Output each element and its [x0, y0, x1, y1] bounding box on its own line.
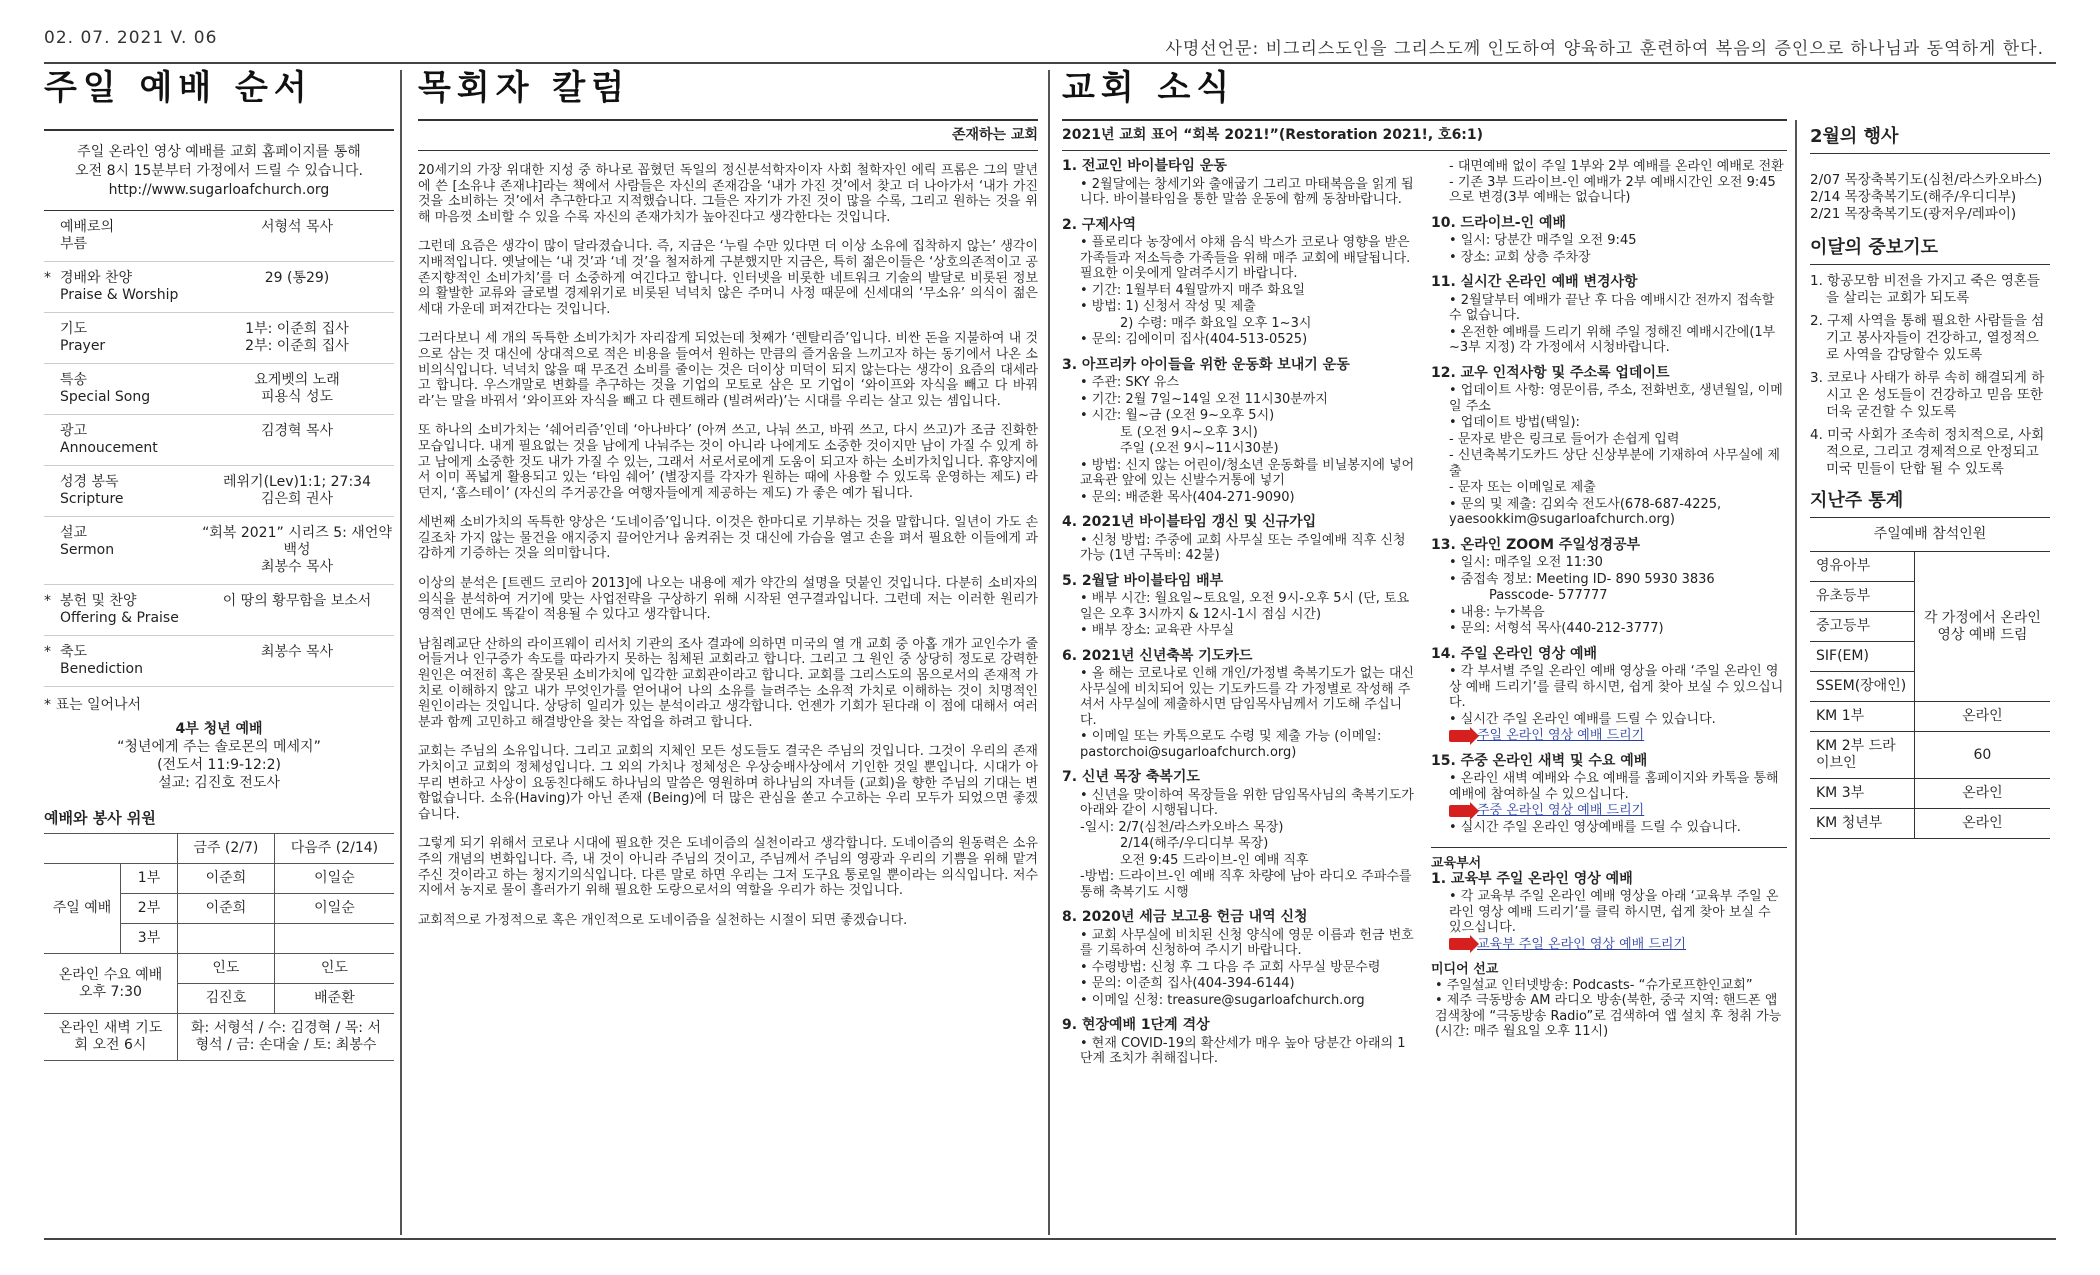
event-item: 2/07 목장축복기도(심천/라스카오바스) [1810, 172, 2043, 188]
news-line: - 신년축복기도카드 상단 신상부분에 기재하여 사무실에 제출 [1449, 448, 1780, 479]
news-motto: 2021년 교회 표어 “회복 2021!”(Restoration 2021!, 호6:1) [1062, 119, 1787, 151]
order-value [200, 525, 394, 576]
order-star [44, 474, 60, 508]
stats-value: 온라인 [1914, 702, 2050, 732]
news-item-title: 3. 아프리카 아이들을 위한 운동화 보내기 운동 [1062, 356, 1350, 373]
order-label-en: Prayer [60, 338, 106, 354]
stats-row [1810, 732, 2050, 779]
news-line: • 2월달부터 예배가 끝난 후 다음 예배시간 전까지 접속할 수 없습니다. [1449, 292, 1775, 323]
order-value-line: 요게벳의 노래 [254, 372, 340, 388]
youth-title: 4부 청년 예배 [175, 721, 263, 737]
order-value [200, 644, 394, 678]
mission-statement: 사명선언문: 비그리스도인을 그리스도께 인도하여 양육하고 훈련하여 복음의 증인으로 하나님과 동역하게 한다. [1165, 39, 2044, 59]
order-value [200, 593, 394, 627]
news-item-body [1431, 233, 1787, 265]
news-item-title: 13. 온라인 ZOOM 주일성경공부 [1431, 536, 1641, 553]
order-label-en: Scripture [60, 491, 124, 507]
order-star: * [44, 593, 51, 609]
dawn-value: 화: 서형석 / 수: 김경혁 / 목: 서형석 / 금: 손대술 / 토: 최봉수 [178, 1014, 395, 1061]
news-item-body [1431, 664, 1787, 744]
stats-table [1810, 552, 2050, 839]
column-paragraph: 그러다보니 세 개의 독특한 소비가치가 자리잡게 되었는데 첫째가 ‘렌탈리즘’입니다. 비싼 돈을 지불하여 내 것으로 삼는 것 대신에 상대적으로 적은 비용을 들여서 원하는 만큼의 즐거움을 느끼고자 하는 동기에서 나온 소비의식입니다. 넉넉치 않을 때 무조건 소비를 줄이는 것은 더이상 미덕이 되지 않는다는 생각이 요즘의 대세라고 합니다. 우스개말로 변화를 추구하는 것을 기업의 모토로 삼은 모 기업이 ‘와이프와 자식을 빼고 다 바꿔라’는 말을 바꿔서 ‘와이프와 자식을 빼고 다 렌트해라 (빌려써라)’는 시대를 우리는 살고 있는 셈입니다. [418, 331, 1038, 409]
stats-row [1810, 809, 2050, 839]
events-title: 2월의 행사 [1810, 126, 1899, 147]
prayer-item: 4. 미국 사회가 조속히 정치적으로, 사회적으로, 그리고 경제적으로 안정되고 미국 민들이 단합 될 수 있도록 [1810, 427, 2045, 477]
news-link-row [1449, 937, 1787, 953]
worship-column [44, 68, 394, 1061]
news-line: • 이메일 신청: treasure@sugarloafchurch.org [1080, 992, 1365, 1008]
news-line: - 대면예배 없이 주일 1부와 2부 예배를 온라인 예배로 전환 [1449, 159, 1784, 174]
news-link-row [1449, 728, 1787, 744]
news-line: • 올 해는 코로나로 인해 개인/가정별 축복기도가 없는 대신 사무실에 비치되어 있는 기도카드를 각 가정별로 작성해 주셔서 사무실에 제출하시면 담임목사님께서 기도해 주십니다. [1080, 666, 1414, 728]
order-value [200, 423, 394, 457]
news-item-body [1431, 771, 1787, 835]
news-column [1062, 68, 1787, 1077]
prayer-item: 1. 항공모함 비전을 가지고 죽은 영혼들을 살리는 교회가 되도록 [1810, 273, 2040, 306]
news-item-title: 6. 2021년 신년축복 기도카드 [1062, 647, 1253, 664]
news-line: • 각 교육부 주일 온라인 예배 영상을 아래 ‘교육부 주일 온라인 영상 예배 드리기’를 클릭 하시면, 쉽게 찾아 보실 수 있으십니다. [1449, 889, 1779, 935]
event-item: 2/21 목장축복기도(광저우/레파이) [1810, 206, 2017, 222]
stats-value: 온라인 [1914, 779, 2050, 809]
order-label-en: 부름 [60, 236, 88, 252]
column-paragraph: 그런데 요즘은 생각이 많이 달라졌습니다. 즉, 지금은 ‘누릴 수만 있다면 더 이상 소유에 집착하지 않는’ 생각이 지배적입니다. 옛날에는 ‘내 것’과 ‘네 것’을 철저하게 구분했지만 지금은, 특히 젊은이들은 ‘상호의존적이고 공존지향적인 소비가치’를 더 소중하게 여긴다고 합니다. 인터넷을 비롯한 네트워크 기술의 발달로 비롯된 정보의 활발한 교류와 글로벌 경제위기로 비롯된 넉넉치 않은 주머니 사정 때문에 신세대의 ‘무소유’ 의식이 젊은 세대 가운데 퍼져간다는 것입니다. [418, 239, 1038, 317]
stats-label: 유초등부 [1810, 582, 1914, 612]
youth-line: 설교: 김진호 전도사 [158, 775, 280, 791]
news-line: -일시: 2/7(심천/라스카오바스 목장) [1080, 819, 1284, 835]
news-line: • 업데이트 방법(택일): [1449, 415, 1580, 430]
news-item [1062, 649, 1417, 761]
order-label-en: Sermon [60, 542, 115, 558]
order-row [44, 211, 394, 262]
news-item-title: 10. 드라이브-인 예배 [1431, 214, 1567, 231]
worship-order-list [44, 211, 394, 687]
stats-title: 지난주 통계 [1810, 490, 1904, 511]
order-star [44, 372, 60, 406]
news-line: • 플로리다 농장에서 야채 음식 박스가 코로나 영향을 받은 가족들과 저소득층 가족들을 위해 매주 교회에 배달됩니다. 필요한 이웃에게 알려주시기 바랍니다. [1080, 235, 1411, 281]
order-value-line: 1부: 이준희 집사 [245, 321, 349, 337]
news-item [1062, 358, 1417, 506]
staff-next: 인도 [274, 954, 394, 984]
arrow-icon [1449, 730, 1471, 742]
column-paragraph: 교회적으로 가정적으로 혹은 개인적으로 도네이즘을 실천하는 시절이 되면 좋겠습니다. [418, 912, 908, 928]
news-item-body [1062, 1036, 1417, 1067]
order-value [200, 474, 394, 508]
news-item-title: 2. 구제사역 [1062, 216, 1137, 233]
news-line: • 문의 및 제출: 김외숙 전도사(678-687-4225, yaesookkim@sugarloafchurch.org) [1449, 496, 1722, 527]
news-item-body [1062, 177, 1417, 208]
order-label-ko: 기도 [60, 321, 88, 337]
order-label-en: Annoucement [60, 440, 158, 456]
order-value-line: 2부: 이준희 집사 [245, 338, 349, 354]
news-line: 2/14(해주/우디디부 목장) [1120, 836, 1269, 851]
column-paragraph: 교회는 주님의 소유입니다. 그리고 교회의 지체인 모든 성도들도 결국은 주님의 것입니다. 그것이 우리의 존재가치이고 교회의 정체성입니다. 그 외의 가치나 정체성은 우상숭배사상에서 기인한 것일 뿐입니다. 시대가 아무리 변하고 사상이 요동친다해도 하나님의 말씀은 영원하며 하나님의 자녀들 (교회)을 향한 주님의 기대는 변함없습니다. 소유(Having)가 아닌 존재 (Being)에 더 많은 관심을 쏟고 수고하는 우리 모두가 되었으면 좋겠습니다. [418, 744, 1038, 822]
order-star [44, 321, 60, 355]
order-label [60, 593, 200, 627]
staff-part: 2부 [121, 894, 178, 924]
order-row [44, 313, 394, 364]
order-value-line: 레위기(Lev)1:1; 27:34 [223, 474, 371, 490]
intro-line: 오전 8시 15분부터 가정에서 드릴 수 있습니다. [75, 163, 363, 179]
stats-label: KM 청년부 [1810, 809, 1914, 839]
church-url-link[interactable]: http://www.sugarloafchurch.org [108, 182, 330, 198]
news-line: • 일시: 매주일 오전 11:30 [1449, 555, 1603, 570]
order-label [60, 423, 200, 457]
order-label-ko: 예배로의 [60, 219, 115, 235]
news-item-body [1431, 555, 1787, 637]
news-line: • 실시간 주일 온라인 예배를 드릴 수 있습니다. [1449, 711, 1716, 727]
event-item: 2/14 목장축복기도(해주/우디디부) [1810, 189, 2017, 205]
column-paragraph: 세번째 소비가치의 독특한 양상은 ‘도네이즘’입니다. 이것은 한마디로 기부하는 것을 말합니다. 일년이 가도 손길조차 가지 않는 물건을 애지중지 끌어안거나 움켜쥐는 것 대신에 가슴을 열고 손을 펴서 필요한 이들에게 과감하게 기증하는 것을 의미합니다. [418, 515, 1038, 562]
order-label-ko: 특송 [60, 372, 88, 388]
staff-this: 이준희 [178, 894, 275, 924]
news-item-body [1431, 383, 1787, 528]
stats-header: 주일예배 참석인원 [1810, 517, 2050, 552]
order-value [200, 372, 394, 406]
news-line: • 이메일 또는 카톡으로도 수령 및 제출 가능 (이메일: pastorchoi@sugarloafchurch.org) [1080, 729, 1382, 760]
order-star: * [44, 270, 51, 286]
news-item-title: 15. 주중 온라인 새벽 및 수요 예배 [1431, 752, 1648, 769]
stats-row [1810, 702, 2050, 732]
staff-this: 이준희 [178, 864, 275, 894]
stats-label: KM 1부 [1810, 702, 1914, 732]
video-worship-link[interactable]: 주일 온라인 영상 예배 드리기 [1477, 728, 1645, 743]
news-item [1431, 366, 1787, 528]
news-line: • 현재 COVID-19의 확산세가 매우 높아 당분간 아래의 1단계 조치가 취해집니다. [1080, 1035, 1406, 1066]
prayer-list [1810, 273, 2050, 478]
order-value [200, 219, 394, 253]
order-star [44, 423, 60, 457]
divider-1 [400, 70, 402, 1235]
news-line: • 문의: 김에이미 집사(404-513-0525) [1080, 332, 1308, 347]
news-item-title: 11. 실시간 온라인 예배 변경사항 [1431, 274, 1638, 290]
news-item-title: 12. 교우 인적사항 및 주소록 업데이트 [1431, 364, 1670, 381]
news-line: 주일 (오전 9시~11시30분) [1120, 441, 1279, 456]
order-label-en: Benediction [60, 661, 143, 677]
news-item-title: 14. 주일 온라인 영상 예배 [1431, 645, 1598, 662]
divider-3 [1795, 120, 1797, 1235]
order-label [60, 321, 200, 355]
media-item: • 제주 극동방송 AM 라디오 방송(북한, 중국 지역: 핸드폰 앱 검색창에 “극동방송 Radio”로 검색하여 앱 설치 후 청취 가능 (시간: 매주 월요일 오후 11시) [1435, 993, 1782, 1039]
news-item [1062, 515, 1417, 564]
order-value-line: 최봉수 목사 [260, 644, 334, 660]
news-line: 2) 수령: 매주 화요일 오후 1~3시 [1120, 315, 1312, 331]
order-value-line: 최봉수 목사 [260, 559, 334, 575]
news-line: - 문자 또는 이메일로 제출 [1449, 480, 1596, 495]
order-star [44, 525, 60, 576]
news-line: • 신년을 맞이하여 목장들을 위한 담임목사님의 축복기도가 아래와 같이 시행됩니다. [1080, 787, 1414, 818]
order-value-line: 김은희 권사 [260, 491, 334, 507]
video-worship-link[interactable]: 주중 온라인 영상 예배 드리기 [1477, 803, 1645, 818]
order-row [44, 262, 394, 313]
event-list [1810, 153, 2050, 223]
order-label [60, 474, 200, 508]
stats-label: KM 3부 [1810, 779, 1914, 809]
column-paragraph: 남침례교단 산하의 라이프웨이 리서치 기관의 조사 결과에 의하면 미국의 열 개 교회 중 아홉 개가 교인수가 줄어들거나 인구증가 속도를 따라가지 못하는 침체된 교회라고 합니다. 그리고 그 원인 중 상당히 정도로 강력한 원인은 여전히 혹은 잘못된 소비가치에 입각한 교회관이라고 합니다. 교회를 그리스도의 몸으로서의 존재적 가치로 이해하지 않고 내가 무엇인가를 얻어내어 나의 소유를 늘려주는 소유적 가치로 이해하는 것이 치명적인 원인이라는 것입니다. 상당히 일리가 있는 분석이라고 생각합니다. 언젠가 기회가 된다래 이 점에 대해서 여러분과 함께 고민하고 해결방안을 찾는 작업을 하려고 합니다. [418, 636, 1038, 730]
news-line: • 내용: 누가복음 [1449, 604, 1545, 620]
order-row [44, 415, 394, 466]
column-paragraph: 또 하나의 소비가치는 ‘쉐어리즘’인데 ‘아나바다’ (아껴 쓰고, 나눠 쓰고, 바꿔 쓰고, 다시 쓰고)가 조금 진화한 모습입니다. 내게 필요없는 것을 남에게 나눠주는 것이 아니라 나에게도 소중한 것이지만 남이 가질 수 있게 하고 남에게 소중한 것도 내가 가질 수 있는, 그래서 서로서로에게 도움이 되고자 하는 소비가치입니다. 휴양지에서 이미 폭넓게 활용되고 있는 ‘타임 쉐어’ (별장지를 각자가 원하는 때에 사용할 수 있도록 운영하는 제도) 라던지, ‘홈스테이’ (자신의 주거공간을 여행자들에게 제공하는 제도) 가 좋은 예가 됩니다. [418, 423, 1038, 501]
news-line: • 온라인 새벽 예배와 수요 예배를 홈페이지와 카톡을 통해 예배에 참여하실 수 있으십니다. [1449, 771, 1779, 802]
pastor-column [418, 68, 1038, 942]
media-item: • 주일설교 인터넷방송: Podcasts- “슈가로프한인교회” [1435, 977, 1753, 993]
news-line: - 기존 3부 드라이브-인 예배가 2부 예배시간인 오전 9:45으로 변경(3부 예배는 없습니다) [1449, 174, 1776, 205]
news-item [1062, 910, 1417, 1008]
order-label-en: Special Song [60, 389, 151, 405]
news-line: • 기간: 2월 7일~14일 오전 11시30분까지 [1080, 391, 1328, 407]
news-line: • 수령방법: 신청 후 그 다음 주 교회 사무실 방문수령 [1080, 959, 1381, 975]
staff-this [178, 924, 275, 954]
order-label [60, 270, 200, 304]
video-worship-link[interactable]: 교육부 주일 온라인 영상 예배 드리기 [1477, 936, 1687, 952]
staff-group: 온라인 수요 예배 오후 7:30 [44, 954, 178, 1014]
staff-group: 주일 예배 [44, 864, 121, 954]
staff-part: 3부 [121, 924, 178, 954]
bottom-rule [44, 1238, 2056, 1240]
news-link-row [1449, 803, 1787, 819]
news-item-title: 9. 현장예배 1단계 격상 [1062, 1017, 1210, 1033]
news-item-body [1062, 928, 1417, 1009]
order-label-en: Offering & Praise [60, 610, 179, 626]
order-star [44, 219, 60, 253]
news-item-title: 5. 2월달 바이블타임 배부 [1062, 572, 1224, 589]
staff-header-this: 금주 (2/7) [178, 834, 275, 864]
column-paragraph: 이상의 분석은 [트렌드 코리아 2013]에 나오는 내용에 제가 약간의 설명을 덧붙인 것입니다. 다분히 소비자의 의식을 분석하여 거기에 맞는 사업전략을 구상하기 위해 시작된 연구결과입니다. 그런데 저는 이러한 원리가 영적인 면에도 똑같이 적용될 수 있다고 생각합니다. [418, 576, 1038, 623]
staff-header-next: 다음주 (2/14) [274, 834, 394, 864]
news-right [1431, 159, 1787, 1077]
news-item-title: 1. 교육부 주일 온라인 영상 예배 [1431, 870, 1633, 887]
stats-label: SIF(EM) [1810, 642, 1914, 672]
news-item-body [1431, 889, 1787, 952]
news-item-body [1062, 666, 1417, 760]
staff-this: 인도 [178, 954, 275, 984]
news-line: • 업데이트 사항: 영문이름, 주소, 전화번호, 생년월일, 이메일 주소 [1449, 383, 1783, 414]
stats-value: 온라인 [1914, 809, 2050, 839]
prayer-item: 3. 코로나 사태가 하루 속히 해결되게 하시고 온 성도들이 건강하고 믿음 또한 더욱 굳건할 수 있도록 [1810, 370, 2045, 420]
order-value-line: 피용식 성도 [260, 389, 334, 405]
stats-row [1810, 779, 2050, 809]
news-line: • 주관: SKY 유스 [1080, 375, 1179, 390]
order-label-ko: 축도 [60, 644, 88, 660]
top-header [44, 28, 2044, 59]
news-item [1062, 770, 1417, 900]
news-line: 토 (오전 9시~오후 3시) [1120, 424, 1258, 440]
order-row [44, 636, 394, 687]
stats-value: 60 [1914, 732, 2050, 779]
order-value [200, 321, 394, 355]
staff-next: 이일순 [274, 864, 394, 894]
staff-this: 김진호 [178, 984, 275, 1014]
order-label-ko: 설교 [60, 525, 88, 541]
news-line: • 방법: 1) 신청서 작성 및 제출 [1080, 299, 1256, 314]
news-item-title: 1. 전교인 바이블타임 운동 [1062, 158, 1227, 174]
order-label [60, 372, 200, 406]
intro-line: 주일 온라인 영상 예배를 교회 홈페이지를 통해 [77, 144, 361, 160]
news-line: • 배부 장소: 교육관 사무실 [1080, 623, 1235, 638]
order-value-line: 29 (통29) [264, 270, 330, 286]
news-line: • 장소: 교회 상층 주차장 [1449, 249, 1591, 265]
edu-title: 교육부서 [1431, 847, 1787, 872]
column-body [418, 163, 1038, 928]
order-label [60, 525, 200, 576]
events-column [1810, 128, 2050, 839]
worship-title: 주일 예배 순서 [44, 68, 313, 108]
news-line: • 온전한 예배를 드리기 위해 주일 정해진 예배시간에(1부~3부 지정) 각 가정에서 시청바랍니다. [1449, 324, 1776, 355]
order-label [60, 644, 200, 678]
news-line: • 실시간 주일 온라인 영상예배를 드릴 수 있습니다. [1449, 819, 1741, 835]
column-paragraph: 20세기의 가장 위대한 지성 중 하나로 꼽혔던 독일의 정신분석학자이자 사회 철학자인 에릭 프롬은 그의 말년에 쓴 [소유냐 존재냐]라는 책에서 사람들은 자신의 존재감을 ‘내가 가진 것’에서 찾고 더 나아가서 ‘내가 가진 것을 소비하는 것’에서 추구한다고 지적했습니다. 그들은 자기가 가진 것이 많을 수록, 그리고 원하는 것을 위해 마음껏 소비할 수 있을 수록 자신의 존재가치가 높아진다고 생각한다는 것입니다. [418, 163, 1038, 225]
news-line: • 문의: 이준희 집사(404-394-6144) [1080, 976, 1295, 991]
order-value-line: 이 땅의 황무함을 보소서 [222, 593, 372, 609]
order-label-en: Praise & Worship [60, 287, 179, 303]
news-item [1431, 275, 1787, 356]
staff-title: 예배와 봉사 위원 [44, 809, 156, 827]
news-title: 교회 소식 [1062, 68, 1236, 108]
order-row [44, 585, 394, 636]
news-left [1062, 159, 1417, 1077]
order-row [44, 466, 394, 517]
news-item-body [1062, 235, 1417, 348]
news-line: • 배부 시간: 월요일~토요일, 오전 9시-오후 5시 (단, 토요일은 오후 3시까지 & 12시-1시 점심 시간) [1080, 591, 1410, 622]
news-line: -방법: 드라이브-인 예배 직후 차량에 남아 라디오 주파수를 통해 축복기도 시행 [1080, 869, 1412, 900]
order-label-ko: 경배와 찬양 [60, 270, 133, 286]
news-item [1431, 872, 1787, 953]
order-label-ko: 성경 봉독 [60, 474, 119, 490]
dawn-label: 온라인 새벽 기도회 오전 6시 [44, 1014, 178, 1061]
news-line: • 신청 방법: 주중에 교회 사무실 또는 주일예배 직후 신청 가능 (1년 구독비: 42불) [1080, 532, 1406, 563]
staff-next: 이일순 [274, 894, 394, 924]
news-line: • 2월달에는 창세기와 출애굽기 그리고 마태복음을 읽게 됩니다. 바이블타임을 통한 말씀 운동에 함께 동참바랍니다. [1080, 176, 1414, 207]
stats-label: KM 2부 드라이브인 [1810, 732, 1914, 779]
youth-line: “청년에게 주는 솔로몬의 메세지” [117, 739, 321, 755]
staff-header-blank [44, 834, 178, 864]
news-line: • 각 부서별 주일 온라인 예배 영상을 아래 ‘주일 온라인 영상 예배 드리기’를 클릭 하시면, 쉽게 찾아 보실 수 있으십니다. [1449, 664, 1784, 710]
news-line: • 문의: 배준환 목사(404-271-9090) [1080, 489, 1295, 505]
news-line: 오전 9:45 드라이브-인 예배 직후 [1120, 852, 1309, 868]
news-item-body [1062, 788, 1417, 901]
order-label-ko: 광고 [60, 423, 88, 439]
stats-label: 영유아부 [1810, 552, 1914, 582]
news-item [1062, 218, 1417, 348]
news-item-body [1431, 293, 1787, 356]
news-line: Passcode- 577777 [1489, 588, 1608, 603]
news-item [1062, 574, 1417, 639]
column-subtitle: 존재하는 교회 [418, 119, 1038, 151]
date-version: 02. 07. 2021 V. 06 [44, 28, 218, 48]
order-star: * [44, 644, 51, 660]
news-item [1431, 538, 1787, 637]
stats-label: SSEM(장애인) [1810, 672, 1914, 702]
column-title: 목회자 칼럼 [418, 68, 631, 108]
divider-2 [1048, 70, 1050, 1235]
news-line: • 시간: 월~금 (오전 9~오후 5시) [1080, 408, 1275, 423]
news-item [1062, 159, 1417, 208]
staff-next [274, 924, 394, 954]
order-row [44, 364, 394, 415]
staff-next: 배준환 [274, 984, 394, 1014]
prayer-item: 2. 구제 사역을 통해 필요한 사람들을 섬기고 봉사자들이 건강하고, 열정적으로 사역을 감당할수 있도록 [1810, 313, 2045, 363]
news-line: • 기간: 1월부터 4월말까지 매주 화요일 [1080, 282, 1306, 298]
news-item-title: 7. 신년 목장 축복기도 [1062, 769, 1200, 785]
order-label [60, 219, 200, 253]
news-line: - 문자로 받은 링크로 들어가 손쉽게 입력 [1449, 431, 1680, 447]
news-line: • 일시: 당분간 매주일 오전 9:45 [1449, 233, 1637, 248]
prayer-title: 이달의 중보기도 [1810, 239, 2050, 265]
news-item-title: 8. 2020년 세금 보고용 헌금 내역 신청 [1062, 909, 1308, 925]
column-paragraph: 그렇게 되기 위해서 코로나 시대에 필요한 것은 도네이즘의 실천이라고 생각합니다. 도네이즘의 원동력은 소유주의 개념의 변화입니다. 즉, 내 것이 아니라 주님의 것이고, 주님께서 주님의 영광과 우리의 기쁨을 위해 맡겨주신 것이라고 하는 청지기의식입니다. 다른 말로 하면 우리는 그저 도구요 통로일 뿐이라는 의식입니다. 저수지에서 농지로 물이 흘러가기 위해 필요한 도랑으로서의 역할을 우리가 하는 것입니다. [418, 836, 1038, 899]
news-item [1431, 216, 1787, 266]
staff-table [44, 833, 394, 1061]
news-item-body [1062, 591, 1417, 639]
news-item-body [1062, 375, 1417, 505]
order-label-ko: 봉헌 및 찬양 [60, 593, 137, 609]
news-line: • 줌접속 정보: Meeting ID- 890 5930 3836 [1449, 571, 1715, 587]
news-line: • 문의: 서형석 목사(440-212-3777) [1449, 621, 1664, 636]
media-title: 미디어 선교 [1431, 962, 1499, 977]
order-value [200, 270, 394, 304]
stats-row [1810, 552, 2050, 582]
news-item [1431, 754, 1787, 836]
news-line: • 방법: 신지 않는 어린이/청소년 운동화를 비닐봉지에 넣어 교육관 앞에 있는 신발수거통에 넣기 [1080, 457, 1415, 488]
order-value-line: 김경혁 목사 [260, 423, 334, 439]
order-value-line: 서형석 목사 [260, 219, 334, 235]
news-line: • 교회 사무실에 비치된 신청 양식에 영문 이름과 헌금 번호를 기록하여 신청하여 주시기 바랍니다. [1080, 927, 1414, 958]
news-item [1431, 647, 1787, 744]
youth-line: (전도서 11:9-12:2) [157, 757, 281, 773]
star-note: * 표는 일어나서 [44, 697, 142, 713]
order-row [44, 517, 394, 585]
staff-part: 1부 [121, 864, 178, 894]
news-item [1062, 1018, 1417, 1067]
stats-label: 중고등부 [1810, 612, 1914, 642]
youth-worship [44, 720, 394, 792]
top-rule [44, 62, 2056, 64]
order-value-line: “회복 2021” 시리즈 5: 새언약 백성 [202, 525, 392, 558]
worship-intro [44, 129, 394, 211]
arrow-icon [1449, 938, 1471, 950]
news-item-body [1062, 533, 1417, 564]
arrow-icon [1449, 805, 1471, 817]
news-item-title: 4. 2021년 바이블타임 갱신 및 신규가입 [1062, 514, 1317, 530]
stats-merged: 각 가정에서 온라인 영상 예배 드림 [1914, 552, 2050, 702]
